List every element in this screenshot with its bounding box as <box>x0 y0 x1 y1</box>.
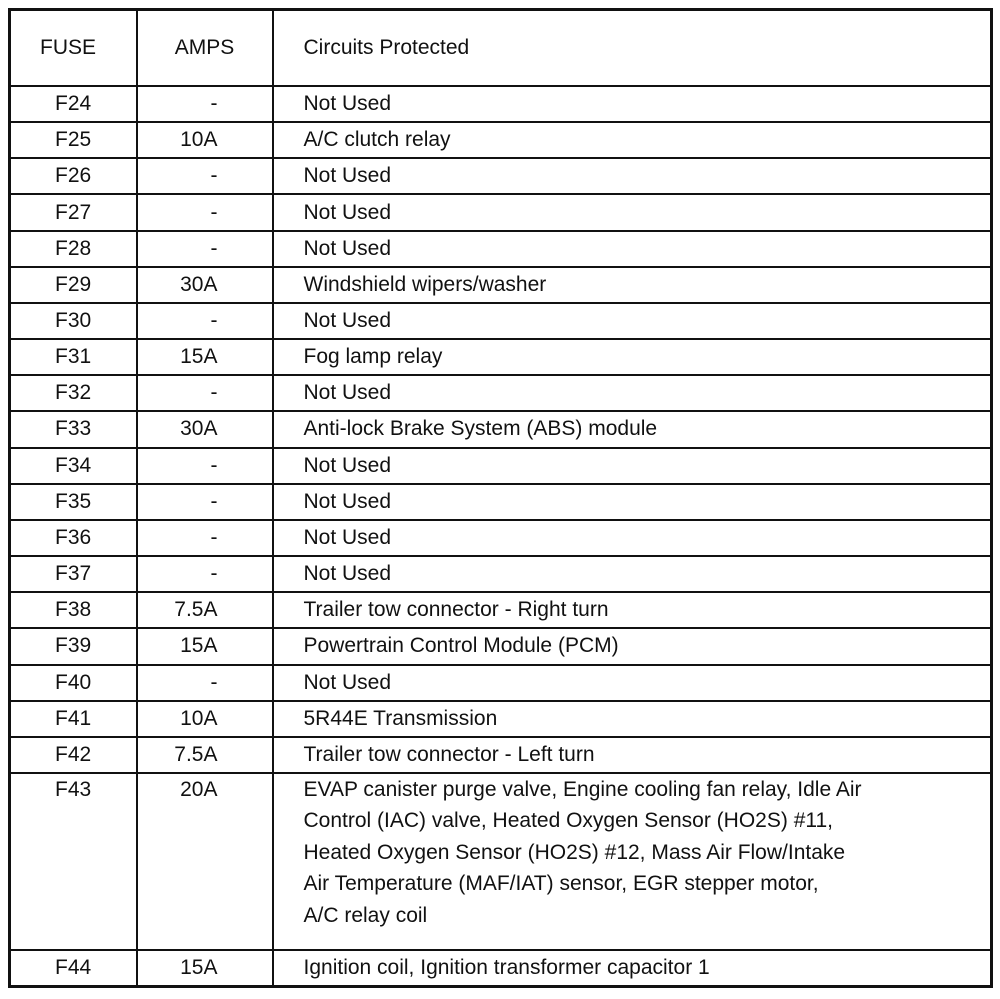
amps-value: 30A <box>180 272 218 296</box>
amps-cell <box>137 448 273 484</box>
circuits-protected-cell: 5R44E Transmission <box>273 701 992 737</box>
amps-cell <box>137 122 273 158</box>
circuits-protected-cell: Not Used <box>273 194 992 230</box>
amps-value: - <box>210 164 218 188</box>
circuits-protected-cell: Not Used <box>273 665 992 701</box>
amps-cell <box>137 520 273 556</box>
fuse-id-cell: F40 <box>10 665 137 701</box>
fuse-id-cell: F32 <box>10 375 137 411</box>
circuits-protected-cell: Not Used <box>273 448 992 484</box>
table-row <box>10 194 992 230</box>
fuse-id-cell: F24 <box>10 86 137 122</box>
circuits-protected-cell: Anti-lock Brake System (ABS) module <box>273 411 992 447</box>
table-row <box>10 411 992 447</box>
amps-value: 7.5A <box>174 742 218 766</box>
table-row <box>10 448 992 484</box>
circuits-protected-cell: Windshield wipers/washer <box>273 267 992 303</box>
amps-value: 30A <box>180 417 218 441</box>
fuse-id-cell: F35 <box>10 484 137 520</box>
fuse-id-cell: F38 <box>10 592 137 628</box>
table-row <box>10 86 992 122</box>
circuits-protected-cell: Not Used <box>273 375 992 411</box>
fuse-id-cell: F29 <box>10 267 137 303</box>
table-row <box>10 158 992 194</box>
fuse-id-cell: F41 <box>10 701 137 737</box>
fuse-id-cell: F42 <box>10 737 137 773</box>
fuse-id-cell: F39 <box>10 628 137 664</box>
fuse-id-cell: F28 <box>10 231 137 267</box>
circuits-protected-cell: Not Used <box>273 484 992 520</box>
fuse-id-cell: F43 <box>10 773 137 950</box>
header-circuits-protected: Circuits Protected <box>273 10 992 87</box>
table-row <box>10 339 992 375</box>
fuse-id-cell: F30 <box>10 303 137 339</box>
amps-cell <box>137 592 273 628</box>
circuits-protected-cell: Not Used <box>273 86 992 122</box>
amps-cell <box>137 303 273 339</box>
circuits-protected-cell: Not Used <box>273 303 992 339</box>
amps-value: 15A <box>180 955 218 979</box>
amps-cell <box>137 701 273 737</box>
table-row <box>10 122 992 158</box>
amps-value: 10A <box>180 706 218 730</box>
circuits-protected-cell: Fog lamp relay <box>273 339 992 375</box>
circuits-protected-cell: Not Used <box>273 231 992 267</box>
amps-cell <box>137 737 273 773</box>
fuse-id-cell: F37 <box>10 556 137 592</box>
amps-value: - <box>210 670 218 694</box>
fuse-table <box>8 8 993 988</box>
amps-value: - <box>210 200 218 224</box>
circuits-protected-cell: Trailer tow connector - Left turn <box>273 737 992 773</box>
table-row <box>10 267 992 303</box>
amps-cell <box>137 158 273 194</box>
amps-value: - <box>210 92 218 116</box>
fuse-id-cell: F44 <box>10 950 137 987</box>
amps-value: 10A <box>180 128 218 152</box>
table-row <box>10 303 992 339</box>
amps-value: - <box>210 381 218 405</box>
fuse-id-cell: F34 <box>10 448 137 484</box>
table-row <box>10 592 992 628</box>
amps-value: 15A <box>180 634 218 658</box>
table-row <box>10 665 992 701</box>
amps-cell <box>137 773 273 950</box>
header-amps: AMPS <box>137 10 273 87</box>
amps-cell <box>137 950 273 987</box>
header-fuse: FUSE <box>10 10 137 87</box>
amps-value: 20A <box>180 777 218 801</box>
table-row <box>10 737 992 773</box>
table-row <box>10 556 992 592</box>
table-row <box>10 231 992 267</box>
table-row <box>10 701 992 737</box>
amps-value: - <box>210 309 218 333</box>
circuits-protected-cell: EVAP canister purge valve, Engine cooling fan relay, Idle Air Control (IAC) valve, Heated Oxygen Sensor (HO2S) #11, Heated Oxygen Sensor (HO2S) #12, Mass Air Flow/Intake Air Temperature (MAF/IAT) sensor, EGR stepper motor, A/C relay coil <box>273 773 992 950</box>
fuse-id-cell: F33 <box>10 411 137 447</box>
amps-cell <box>137 375 273 411</box>
circuits-protected-cell: Ignition coil, Ignition transformer capacitor 1 <box>273 950 992 987</box>
circuits-protected-cell: Not Used <box>273 158 992 194</box>
table-row <box>10 628 992 664</box>
amps-cell <box>137 665 273 701</box>
fuse-id-cell: F31 <box>10 339 137 375</box>
table-header-row <box>10 10 992 87</box>
fuse-id-cell: F27 <box>10 194 137 230</box>
amps-cell <box>137 556 273 592</box>
circuits-protected-cell: A/C clutch relay <box>273 122 992 158</box>
circuits-protected-cell: Not Used <box>273 556 992 592</box>
amps-cell <box>137 628 273 664</box>
table-row <box>10 484 992 520</box>
fuse-id-cell: F26 <box>10 158 137 194</box>
amps-cell <box>137 86 273 122</box>
amps-cell <box>137 484 273 520</box>
fuse-id-cell: F36 <box>10 520 137 556</box>
amps-value: 7.5A <box>174 598 218 622</box>
amps-cell <box>137 231 273 267</box>
circuits-protected-cell: Trailer tow connector - Right turn <box>273 592 992 628</box>
amps-value: - <box>210 525 218 549</box>
amps-cell <box>137 194 273 230</box>
table-row <box>10 375 992 411</box>
circuits-protected-cell: Powertrain Control Module (PCM) <box>273 628 992 664</box>
table-row <box>10 520 992 556</box>
fuse-id-cell: F25 <box>10 122 137 158</box>
amps-value: - <box>210 236 218 260</box>
table-row <box>10 950 992 987</box>
circuits-protected-cell: Not Used <box>273 520 992 556</box>
table-row <box>10 773 992 950</box>
amps-value: - <box>210 562 218 586</box>
table-body <box>10 86 992 987</box>
amps-cell <box>137 267 273 303</box>
amps-cell <box>137 339 273 375</box>
fuse-table-container <box>8 8 990 988</box>
amps-cell <box>137 411 273 447</box>
amps-value: - <box>210 453 218 477</box>
amps-value: 15A <box>180 345 218 369</box>
amps-value: - <box>210 489 218 513</box>
